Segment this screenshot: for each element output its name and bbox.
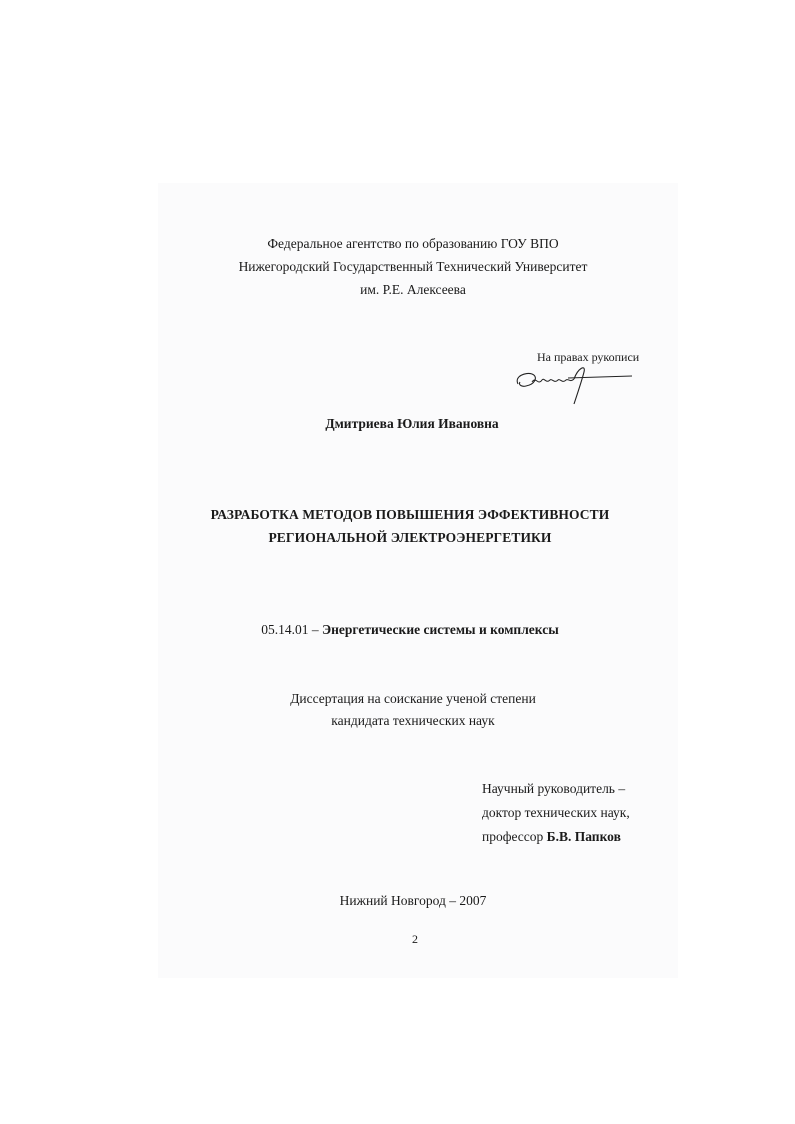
supervisor-title: профессор [482, 829, 544, 844]
signature [512, 362, 634, 406]
page-number: 2 [412, 932, 418, 946]
city-year: Нижний Новгород – 2007 [339, 893, 487, 908]
supervisor-degree: доктор технических наук, [482, 805, 630, 820]
title-line-1: РАЗРАБОТКА МЕТОДОВ ПОВЫШЕНИЯ ЭФФЕКТИВНОСТИ [210, 507, 610, 522]
supervisor-role: Научный руководитель – [482, 781, 626, 796]
specialty-name: Энергетические системы и комплексы [322, 622, 559, 637]
author-name: Дмитриева Юлия Ивановна [325, 416, 499, 431]
agency-line: Федеральное агентство по образованию ГОУ ВПО [267, 236, 559, 251]
university-line: Нижегородский Государственный Технический Университет [238, 259, 588, 274]
dissertation-line-1: Диссертация на соискание ученой степени [290, 691, 536, 706]
manuscript-note: На правах рукописи [537, 350, 640, 364]
named-after-line: им. Р.Е. Алексеева [360, 282, 466, 297]
specialty-line [0, 622, 795, 638]
supervisor-name: Б.В. Папков [546, 829, 621, 844]
supervisor-line [482, 829, 621, 845]
document-page [158, 183, 678, 978]
title-line-2: РЕГИОНАЛЬНОЙ ЭЛЕКТРОЭНЕРГЕТИКИ [268, 530, 552, 545]
specialty-code: 05.14.01 – [261, 622, 319, 637]
dissertation-line-2: кандидата технических наук [331, 713, 495, 728]
